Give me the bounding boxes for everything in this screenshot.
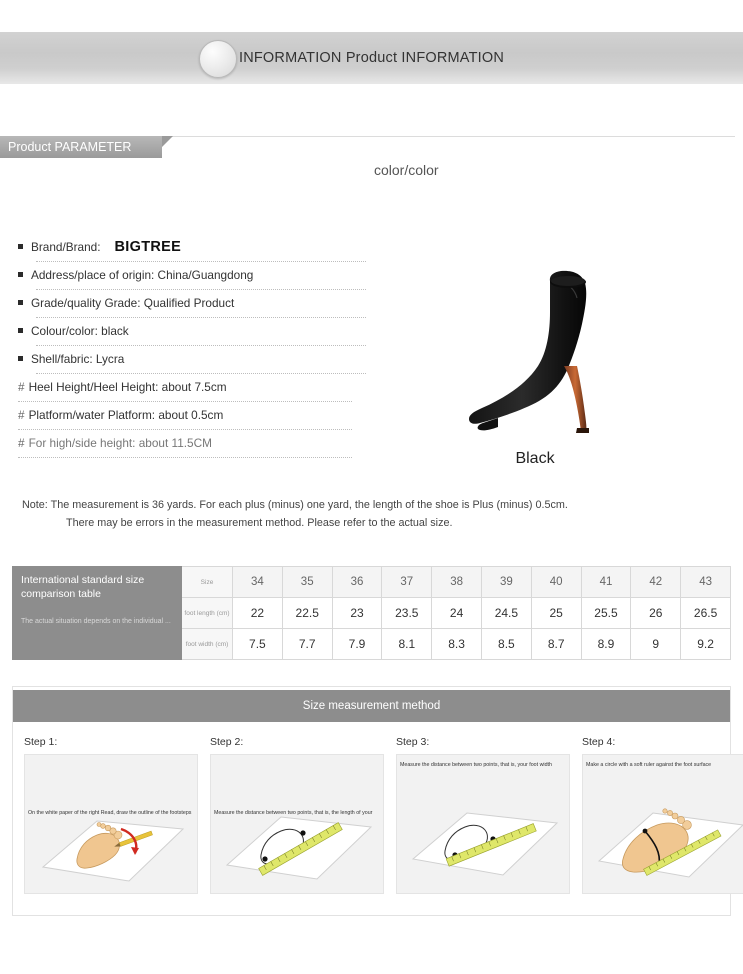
step-caption: Measure the distance between two points, that is, the length of your xyxy=(214,810,373,816)
color-section-label: color/color xyxy=(374,162,439,178)
length-cell: 22 xyxy=(233,598,283,629)
spec-row xyxy=(18,294,358,322)
black-ankle-boot-icon xyxy=(420,250,650,450)
size-cell: 39 xyxy=(481,567,531,598)
bullet-icon xyxy=(18,356,23,361)
page-title: INFORMATION Product INFORMATION xyxy=(238,50,505,66)
spec-label: # Heel Height/Heel Height: about 7.5cm xyxy=(18,380,231,394)
bullet-icon xyxy=(18,244,23,249)
product-parameter-tab[interactable] xyxy=(0,136,162,158)
width-cell: 8.5 xyxy=(481,629,531,660)
intl-size-table-caption xyxy=(13,567,182,660)
length-cell: 25.5 xyxy=(581,598,631,629)
measurement-step xyxy=(24,736,198,894)
product-image-caption: Black xyxy=(515,450,555,467)
width-cell: 8.3 xyxy=(432,629,482,660)
size-cell: 38 xyxy=(432,567,482,598)
size-cell: 34 xyxy=(233,567,283,598)
width-cell: 7.7 xyxy=(282,629,332,660)
dotted-rule xyxy=(36,317,366,318)
spec-row xyxy=(18,350,358,378)
dotted-rule xyxy=(36,345,366,346)
spec-label: Brand/Brand: BIGTREE xyxy=(18,239,185,255)
width-cell: 7.5 xyxy=(233,629,283,660)
width-cell: 8.9 xyxy=(581,629,631,660)
row-label: Size xyxy=(182,567,233,598)
spec-label: Address/place of origin: China/Guangdong xyxy=(18,268,257,282)
intl-title: International standard size comparison table xyxy=(21,574,145,600)
length-cell: 26.5 xyxy=(681,598,731,629)
step3-illustration xyxy=(397,755,569,893)
spec-row xyxy=(18,322,358,350)
step1-illustration xyxy=(25,755,197,893)
length-cell: 25 xyxy=(531,598,581,629)
width-cell: 8.7 xyxy=(531,629,581,660)
width-cell: 8.1 xyxy=(382,629,432,660)
step-title: Step 2: xyxy=(210,736,244,748)
dotted-rule xyxy=(18,401,352,402)
measurement-title: Size measurement method xyxy=(302,700,441,712)
product-parameter-tab-label: Product PARAMETER xyxy=(8,140,132,154)
step4-illustration xyxy=(583,755,743,893)
bullet-icon xyxy=(18,272,23,277)
step-caption: On the white paper of the right Read, draw the outline of the footsteps xyxy=(28,810,192,816)
width-cell: 9.2 xyxy=(681,629,731,660)
foot-length-diagram xyxy=(210,754,384,894)
table-row xyxy=(13,567,731,598)
size-cell: 43 xyxy=(681,567,731,598)
measurement-note xyxy=(22,496,568,532)
length-cell: 23.5 xyxy=(382,598,432,629)
measurement-step xyxy=(396,736,570,894)
step-title: Step 4: xyxy=(582,736,616,748)
tab-corner-decoration xyxy=(162,136,173,158)
foot-girth-diagram xyxy=(582,754,743,894)
size-cell: 42 xyxy=(631,567,681,598)
step-caption: Make a circle with a soft ruler against the foot surface xyxy=(586,762,712,768)
bullet-icon xyxy=(18,300,23,305)
size-comparison-table xyxy=(12,566,731,660)
foot-outline-diagram xyxy=(24,754,198,894)
spec-label: Colour/color: black xyxy=(18,324,133,338)
spec-label: Grade/quality Grade: Qualified Product xyxy=(18,296,238,310)
header-banner xyxy=(0,32,743,84)
measurement-step xyxy=(582,736,743,894)
spec-row xyxy=(18,406,358,434)
step-title: Step 1: xyxy=(24,736,58,748)
circle-badge-icon xyxy=(199,40,237,78)
size-cell: 35 xyxy=(282,567,332,598)
length-cell: 24 xyxy=(432,598,482,629)
step-caption: Measure the distance between two points, that is, your foot width xyxy=(400,762,552,768)
row-label: foot width (cm) xyxy=(182,629,233,660)
spec-label: Shell/fabric: Lycra xyxy=(18,352,128,366)
width-cell: 9 xyxy=(631,629,681,660)
spec-row xyxy=(18,238,358,266)
hash-icon: # xyxy=(18,408,25,422)
product-spec-list xyxy=(18,238,358,462)
dotted-rule xyxy=(36,289,366,290)
length-cell: 22.5 xyxy=(282,598,332,629)
dotted-rule xyxy=(18,429,352,430)
bullet-icon xyxy=(18,328,23,333)
spec-label: # For high/side height: about 11.5CM xyxy=(18,436,216,450)
size-cell: 40 xyxy=(531,567,581,598)
dotted-rule xyxy=(18,457,352,458)
intl-subtitle: The actual situation depends on the individual ... xyxy=(21,618,171,625)
brand-value: BIGTREE xyxy=(114,239,182,255)
dotted-rule xyxy=(36,261,366,262)
spec-row xyxy=(18,378,358,406)
product-image xyxy=(420,250,650,450)
size-cell: 36 xyxy=(332,567,382,598)
width-cell: 7.9 xyxy=(332,629,382,660)
note-line-2: There may be errors in the measurement method. Please refer to the actual size. xyxy=(66,517,453,529)
row-label: foot length (cm) xyxy=(182,598,233,629)
hash-icon: # xyxy=(18,436,25,450)
measurement-steps xyxy=(12,736,731,894)
step2-illustration xyxy=(211,755,383,893)
dotted-rule xyxy=(36,373,366,374)
step-title: Step 3: xyxy=(396,736,430,748)
length-cell: 24.5 xyxy=(481,598,531,629)
size-cell: 41 xyxy=(581,567,631,598)
foot-width-diagram xyxy=(396,754,570,894)
measurement-step xyxy=(210,736,384,894)
note-line-1: Note: The measurement is 36 yards. For each plus (minus) one yard, the length of the shoe is Plus (minus) 0.5cm. xyxy=(22,499,568,511)
spec-row xyxy=(18,266,358,294)
size-cell: 37 xyxy=(382,567,432,598)
spec-row xyxy=(18,434,358,462)
spec-label: # Platform/water Platform: about 0.5cm xyxy=(18,408,227,422)
length-cell: 26 xyxy=(631,598,681,629)
hash-icon: # xyxy=(18,380,25,394)
measurement-section-header xyxy=(13,690,730,722)
length-cell: 23 xyxy=(332,598,382,629)
